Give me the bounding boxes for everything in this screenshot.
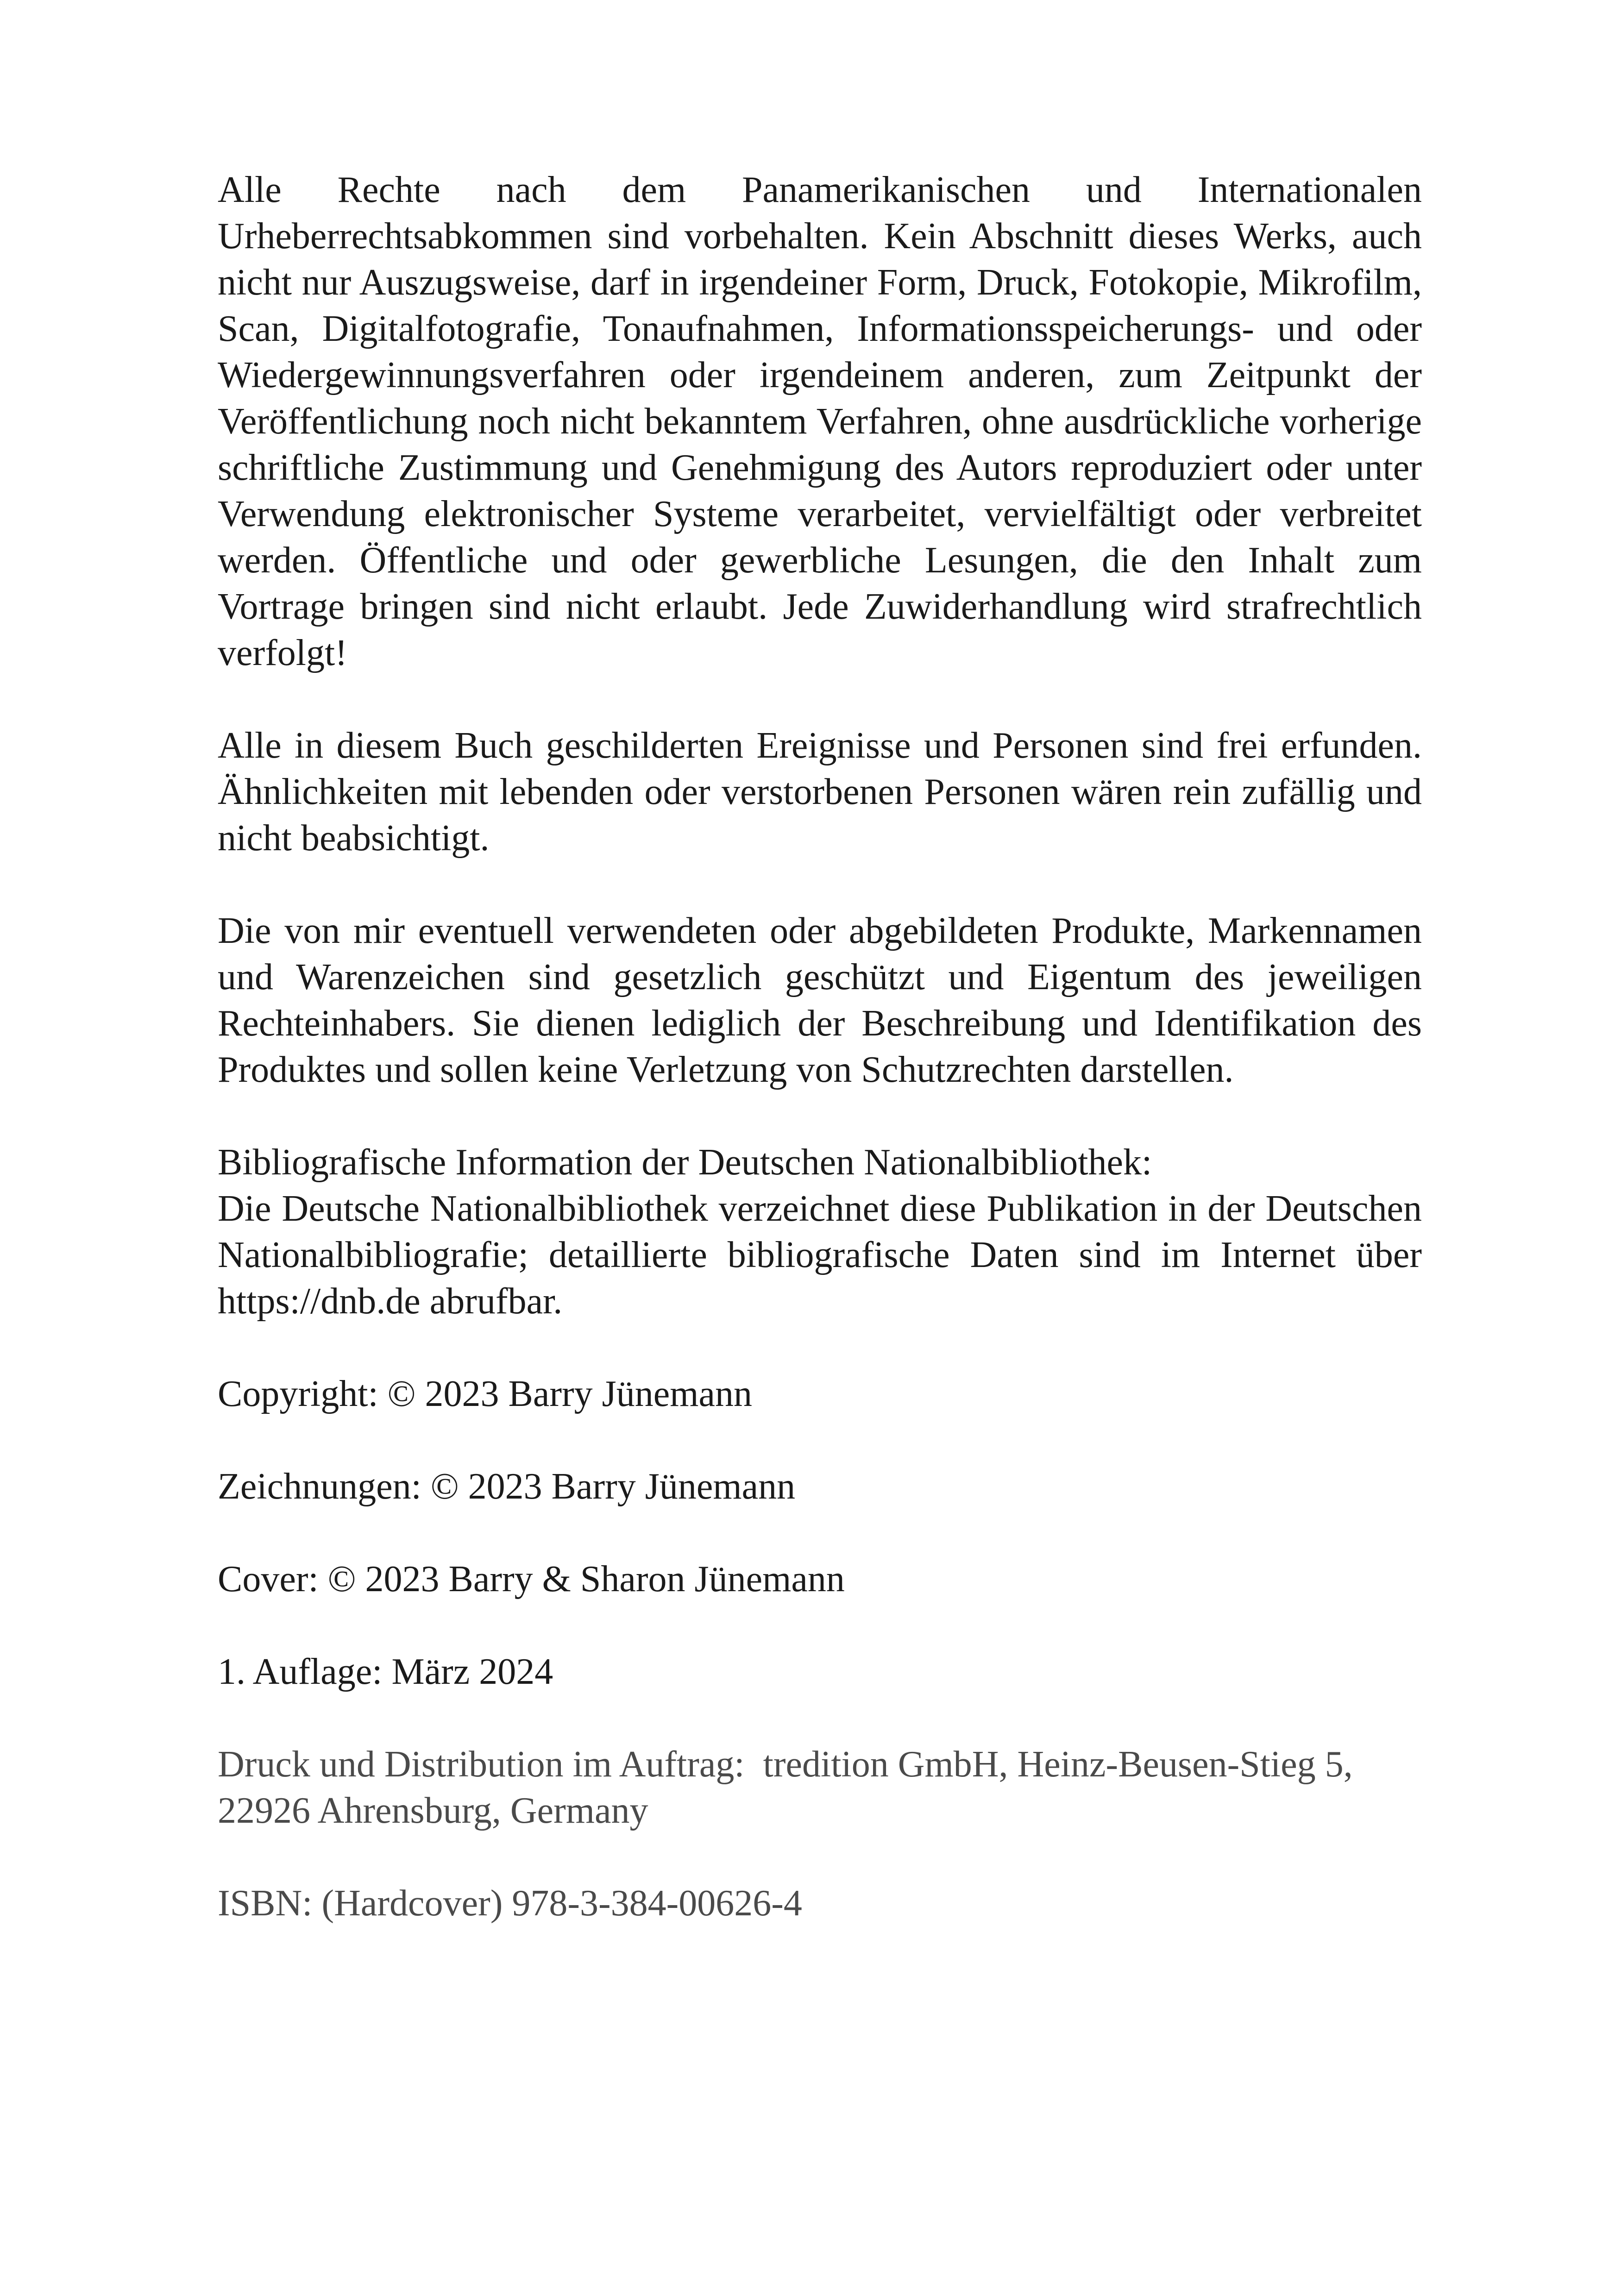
copyright-line: Copyright: © 2023 Barry Jünemann: [218, 1374, 752, 1414]
rights-paragraph: Alle Rechte nach dem Panamerikanischen und Internationalen Urheberrechtsabkommen sind vorbehalten. Kein Abschnitt dieses Werks, auch nicht nur Auszugsweise, darf in irgendeiner Form, Druck, Fotokopie, Mikrofilm, Scan, Digitalfotografie, Tonaufnahmen, Informationsspeicherungs- und oder Wiedergewinnungsverfahren oder irgendeinem anderen, zum Zeitpunkt der Veröffentlichung noch nicht bekanntem Verfahren, ohne ausdrückliche vorherige schriftliche Zustimmung und Genehmigung des Autors reproduziert oder unter Verwendung elektronischer Systeme verarbeitet, vervielfältigt oder verbreitet werden. Öffentliche und oder gewerbliche Lesungen, die den Inhalt zum Vortrage bringen sind nicht erlaubt. Jede Zuwiderhandlung wird strafrechtlich verfolgt!: [218, 169, 1422, 673]
cover-credit: Cover: © 2023 Barry & Sharon Jünemann: [218, 1559, 845, 1600]
trademark-notice: Die von mir eventuell verwendeten oder abgebildeten Produkte, Markennamen und Warenzeichen sind gesetzlich geschützt und Eigentum des jeweiligen Rechteinhabers. Sie dienen lediglich der Beschreibung und Identifikation des Produktes und sollen keine Verletzung von Schutzrechten darstellen.: [218, 910, 1422, 1090]
edition-line: 1. Auflage: März 2024: [218, 1651, 553, 1692]
distribution-line-1: Druck und Distribution im Auftrag: tredition GmbH, Heinz-Beusen-Stieg 5,: [218, 1744, 1353, 1785]
bibliography-block: [218, 1139, 1422, 1324]
drawings-credit: Zeichnungen: © 2023 Barry Jünemann: [218, 1466, 796, 1507]
distribution-line-2: 22926 Ahrensburg, Germany: [218, 1790, 648, 1831]
isbn-line: ISBN: (Hardcover) 978-3-384-00626-4: [218, 1883, 802, 1924]
bibliography-body: Die Deutsche Nationalbibliothek verzeichnet diese Publikation in der Deutschen Nationalbibliografie; detaillierte bibliografische Daten sind im Internet über https://dnb.de abrufbar.: [218, 1188, 1422, 1322]
bibliography-heading: Bibliografische Information der Deutschen Nationalbibliothek:: [218, 1142, 1152, 1183]
imprint-page: [218, 167, 1422, 1926]
fiction-disclaimer: Alle in diesem Buch geschilderten Ereignisse und Personen sind frei erfunden. Ähnlichkeiten mit lebenden oder verstorbenen Personen wären rein zufällig und nicht beabsichtigt.: [218, 725, 1422, 859]
distribution-block: [218, 1741, 1422, 1834]
